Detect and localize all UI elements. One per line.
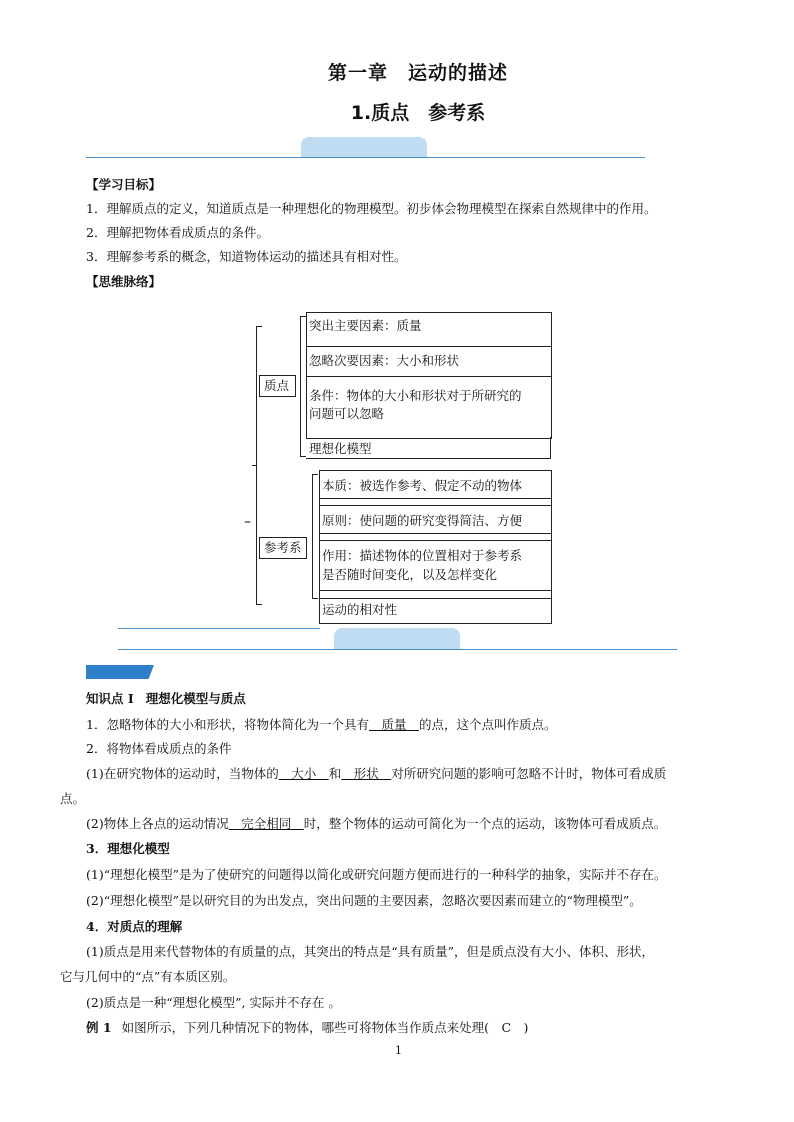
- goal-item: 2．理解把物体看成质点的条件。: [86, 225, 269, 240]
- para-2: 2．将物体看成质点的条件: [86, 741, 232, 756]
- knowledge-heading: [86, 690, 246, 708]
- blank-answer: 形状: [341, 766, 392, 781]
- cankaoxi-item: 本质：被选作参考、假定不动的物体: [322, 478, 523, 493]
- divider-bottom-left: [118, 628, 320, 629]
- knowledge-heading-title: 理想化模型与质点: [145, 691, 246, 706]
- example-1: [86, 1019, 528, 1037]
- para-8: 4．对质点的理解: [86, 919, 183, 934]
- section-tab-bottom: [334, 628, 460, 649]
- zhidian-item: 条件：物体的大小和形状对于所研究的: [309, 388, 522, 403]
- para-1: 1．忽略物体的大小和形状，将物体简化为一个具有 质量 的点，这个点叫作质点。: [86, 717, 557, 732]
- zhidian-item: 理想化模型: [309, 441, 372, 456]
- goal-item: 1．理解质点的定义，知道质点是一种理想化的物理模型。初步体会物理模型在探索自然规律中的作用。: [86, 201, 657, 216]
- zhidian-item: 问题可以忽略: [309, 406, 385, 421]
- para-7: (2)“理想化模型”是以研究目的为出发点，突出问题的主要因素，忽略次要因素而建立的“物理模型”。: [86, 893, 642, 908]
- cankaoxi-item: 作用：描述物体的位置相对于参考系: [322, 548, 523, 563]
- mindmap-main-brace: [256, 326, 257, 604]
- para-6: (1)“理想化模型”是为了使研究的问题得以简化或研究问题方便而进行的一种科学的抽象，实际并不存在。: [86, 867, 667, 882]
- zhidian-item: 忽略次要因素：大小和形状: [309, 353, 460, 368]
- mindmap-heading: 【思维脉络】: [86, 274, 162, 289]
- para-4: (2)物体上各点的运动情况 完全相同 时，整个物体的运动可简化为一个点的运动，该物体可看成质点。: [86, 816, 667, 831]
- cankaoxi-item: 运动的相对性: [322, 602, 398, 617]
- example-text: 如图所示，下列几种情况下的物体，哪些可将物体当作质点来处理( C ): [121, 1020, 529, 1035]
- example-label: 例 1: [86, 1020, 112, 1035]
- knowledge-heading-prefix: 知识点 Ⅰ: [86, 691, 134, 706]
- para-3: (1)在研究物体的运动时，当物体的 大小 和 形状 对所研究问题的影响可忽略不计时，物体可看成质: [86, 766, 667, 781]
- cankaoxi-label: 参考系: [264, 540, 302, 555]
- chapter-title: 第一章 运动的描述: [327, 62, 508, 84]
- cankaoxi-item: 是否随时间变化，以及怎样变化: [322, 567, 498, 582]
- divider-bottom: [118, 649, 677, 650]
- cankaoxi-item: 原则：使问题的研究变得简洁、方便: [322, 513, 523, 528]
- para-3-cont: 点。: [60, 791, 86, 806]
- para-10: 它与几何中的“点”有本质区别。: [60, 969, 236, 984]
- goals-heading: 【学习目标】: [86, 177, 162, 192]
- blank-answer: 完全相同: [228, 816, 304, 831]
- mindmap-root-dash: –: [244, 514, 251, 530]
- blank-answer: 质量: [368, 717, 419, 732]
- zhidian-label: 质点: [264, 378, 290, 393]
- page-number: 1: [395, 1044, 402, 1057]
- section-badge: [86, 665, 154, 679]
- blank-answer: 大小: [278, 766, 329, 781]
- section-title: 1.质点 参考系: [350, 102, 486, 124]
- zhidian-item: 突出主要因素：质量: [309, 318, 422, 333]
- goal-item: 3．理解参考系的概念，知道物体运动的描述具有相对性。: [86, 249, 407, 264]
- para-5: 3．理想化模型: [86, 841, 170, 856]
- para-9: (1)质点是用来代替物体的有质量的点，其突出的特点是“具有质量”，但是质点没有大小、体积、形状，: [86, 944, 654, 959]
- para-11: (2)质点是一种“理想化模型”, 实际并不存在 。: [86, 995, 341, 1010]
